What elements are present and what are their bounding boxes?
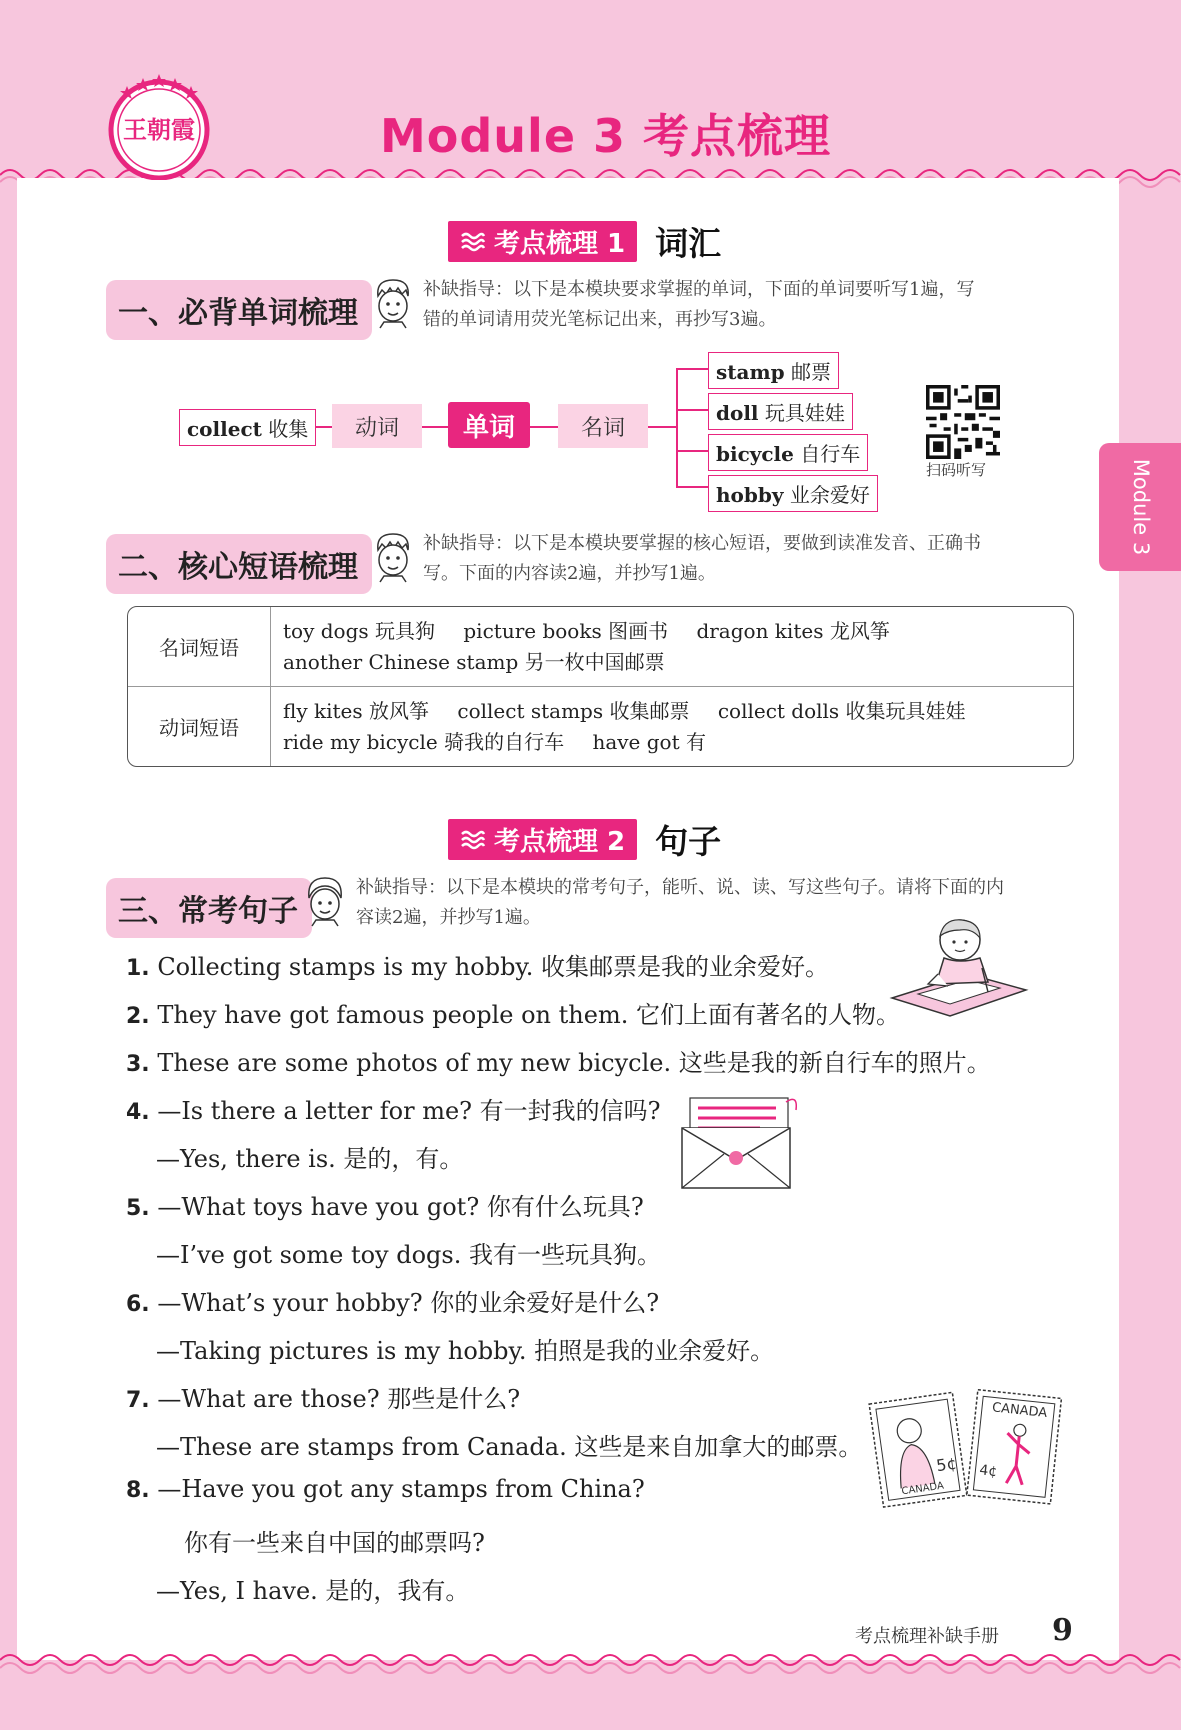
qr-code-icon[interactable] [926,385,1000,459]
guide-line: 写。下面的内容读2遍，并抄写1遍。 [423,563,716,584]
sentence-item [126,1043,991,1078]
word-zh: 自行车 [800,442,861,466]
phrase: collect dolls 收集玩具娃娃 [717,698,966,723]
phrase: dragon kites 龙风筝 [696,618,890,643]
sentence-item [126,995,900,1030]
phrase: ride my bicycle 骑我的自行车 [283,729,565,754]
word-en: doll [716,401,759,425]
sentence-text: —Have you got any stamps from China? [157,1475,645,1503]
guide-line: 错的单词请用荧光笔标记出来，再抄写3遍。 [423,309,777,330]
section1-badge-label: 考点梳理 1 [494,229,626,259]
footer-book-title: 考点梳理补缺手册 [855,1626,999,1647]
noun-word-box [708,434,868,471]
connector-line [676,409,708,411]
stamp-value: 4¢ [978,1462,999,1481]
word-en: collect [187,417,262,441]
phrase: have got 有 [592,729,706,754]
row-content [271,607,1073,687]
connector-line [648,426,676,428]
table-row [128,607,1073,687]
phrase-line [283,727,1061,758]
word-zh: 邮票 [790,360,831,384]
logo-text: 王朝霞 [123,115,195,144]
sub-heading-sentences: 三、常考句子 [106,878,312,938]
sentence-number: 6. [126,1292,150,1317]
connector-line [676,368,708,370]
wave-lines-icon [460,830,486,850]
girl-face-icon [304,874,346,930]
stamp-country: CANADA [991,1400,1048,1422]
sentence-text: —Is there a letter for me? 有一封我的信吗? [157,1097,661,1125]
word-zh: 收集 [268,417,309,441]
qr-caption: 扫码听写 [926,461,987,479]
sentence-text: —What toys have you got? 你有什么玩具? [157,1193,644,1221]
connector-line [676,486,708,488]
publisher-logo [105,72,213,180]
boy-face-icon [372,276,414,332]
word-zh: 业余爱好 [789,483,870,507]
sentence-number: 5. [126,1196,150,1221]
phrase: toy dogs 玩具狗 [283,618,436,643]
sentence-answer: —I’ve got some toy dogs. 我有一些玩具狗。 [156,1241,661,1269]
section1-title: 词汇 [655,224,722,263]
sentence-number: 7. [126,1388,150,1413]
bottom-wave-border [0,1650,1181,1680]
boy-writing-illustration [888,912,1030,1020]
sentence-number: 2. [126,1004,150,1029]
guide-text-words [423,275,974,335]
page-title: Module 3 考点梳理 [380,109,832,163]
phrase-line [283,696,1061,727]
connector-line [676,368,678,486]
phrase: fly kites 放风筝 [283,698,430,723]
guide-line: 容读2遍，并抄写1遍。 [356,907,541,928]
sentence-answer: —These are stamps from Canada. 这些是来自加拿大的邮票。 [156,1433,863,1461]
sentence-translation: 你有一些来自中国的邮票吗? [184,1529,485,1557]
noun-category-box: 名词 [558,404,648,448]
sentence-number: 8. [126,1478,150,1503]
word-en: hobby [716,483,784,507]
envelope-illustration [680,1094,804,1192]
sentence-text: They have got famous people on them. 它们上面有著名的人物。 [157,1001,900,1029]
row-content [271,687,1073,766]
section1-badge [448,221,637,262]
sentence-number: 1. [126,956,150,981]
section2-title: 句子 [655,822,722,861]
connector-line [676,450,708,452]
row-label: 动词短语 [128,687,271,766]
table-row [128,687,1073,766]
word-en: stamp [716,360,785,384]
sentence-text: Collecting stamps is my hobby. 收集邮票是我的业余爱好。 [157,953,830,981]
phrase-line [283,647,1061,678]
sentence-item [126,1091,661,1126]
noun-word-box [708,475,878,512]
sentence-answer: —Yes, there is. 是的，有。 [156,1145,464,1173]
guide-line: 补缺指导：以下是本模块的常考句子，能听、说、读、写这些句子。请将下面的内 [356,877,1004,898]
wave-lines-icon [460,232,486,252]
verb-category-box: 动词 [332,404,422,448]
verb-word-box [179,409,316,446]
word-zh: 玩具娃娃 [764,401,845,425]
phrase: collect stamps 收集邮票 [457,698,690,723]
sentence-item [126,1187,644,1222]
sub-heading-phrases: 二、核心短语梳理 [106,534,372,594]
sentence-answer: —Taking pictures is my hobby. 拍照是我的业余爱好。 [156,1337,775,1365]
stamp-value: 5¢ [935,1453,958,1476]
sentence-answer: —Yes, I have. 是的，我有。 [156,1577,470,1605]
sentence-item [126,1379,520,1414]
noun-word-box [708,393,853,430]
sentence-text: —What’s your hobby? 你的业余爱好是什么? [157,1289,660,1317]
section2-badge [448,819,637,860]
row-label: 名词短语 [128,607,271,687]
sentence-item [126,1283,659,1318]
sentence-item [126,947,829,982]
sentence-item [126,1475,645,1503]
guide-text-phrases [423,529,981,589]
sentence-number: 4. [126,1100,150,1125]
phrase-line [283,616,1061,647]
boy-face-icon [372,530,414,586]
connector-line [530,426,558,428]
section2-badge-label: 考点梳理 2 [494,827,626,857]
page-number: 9 [1052,1613,1073,1648]
sentence-text: —What are those? 那些是什么? [157,1385,521,1413]
guide-line: 补缺指导：以下是本模块要掌握的核心短语，要做到读准发音、正确书 [423,533,981,554]
phrases-table [127,606,1074,767]
center-word-box: 单词 [448,402,530,448]
sentence-text: These are some photos of my new bicycle. 这些是我的新自行车的照片。 [157,1049,991,1077]
connector-line [422,426,448,428]
stamp-country: CANADA [900,1480,945,1498]
canada-stamps-illustration [868,1386,1064,1514]
section1-header [448,218,721,265]
sub-heading-words: 一、必背单词梳理 [106,280,372,340]
sentence-number: 3. [126,1052,150,1077]
side-tab-label: Module 3 [1129,458,1153,556]
word-en: bicycle [716,442,794,466]
module-side-tab [1099,443,1181,571]
section2-header [448,816,721,863]
phrase: another Chinese stamp 另一枚中国邮票 [283,649,665,674]
guide-line: 补缺指导：以下是本模块要求掌握的单词，下面的单词要听写1遍，写 [423,279,975,300]
noun-word-box [708,352,839,389]
phrase: picture books 图画书 [463,618,669,643]
